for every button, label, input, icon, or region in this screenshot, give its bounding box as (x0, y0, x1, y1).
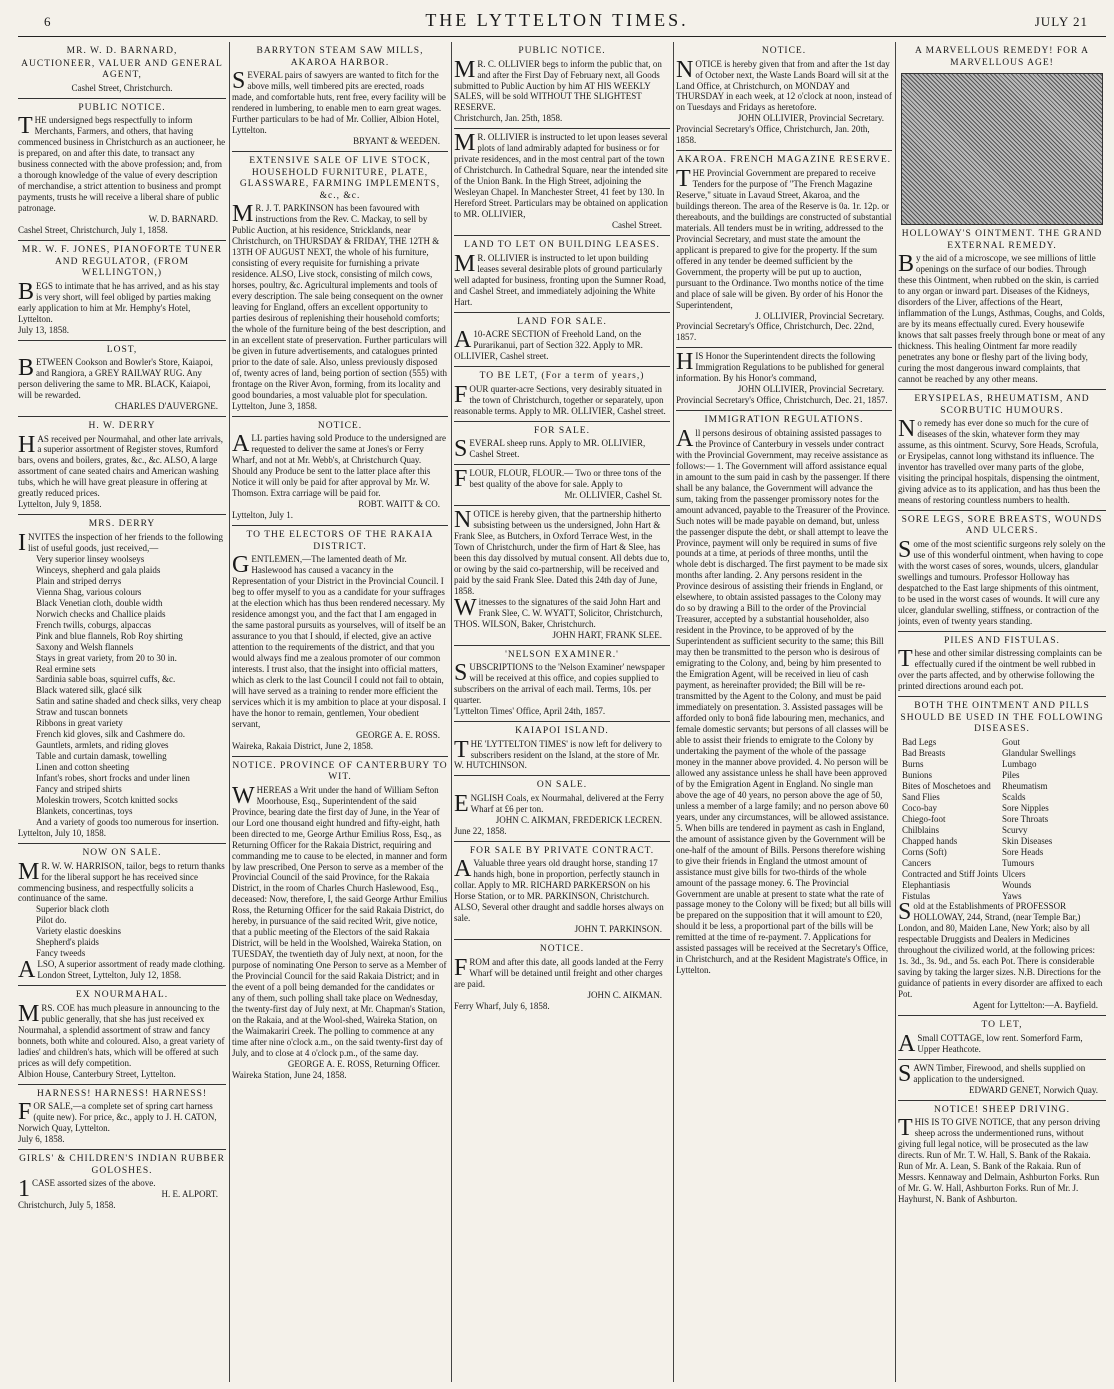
ad-heading: LAND FOR SALE. (517, 316, 607, 327)
goods-item: Pink and blue flannels, Rob Roy shirting (36, 630, 183, 641)
ad-heading: FOR SALE BY PRIVATE CONTRACT. (469, 845, 655, 856)
ad-body: ENGLISH Coals, ex Nourmahal, delivered at the Ferry Wharf at £6 per ton. (454, 791, 664, 818)
ad-body: By the aid of a microscope, we see millions of little openings on the surface of our bodies. Through these this Ointment, when rubbed on the skin, is carried to any organ or inward part. Diseases of the Kidneys, disorders of the Liver, affections of the Heart, inflammation of the Lungs, Asthmas, Coughs, and Colds, are by its means effectually cured. Every housewife knows that salt passes freely through bone or meat of any thickness. This healing Ointment far more readily penetrates any bone or fleshy part of the living body, curing the most dangerous inward complaints, that cannot be reached by any other means. (898, 251, 1105, 384)
column-4 (676, 42, 892, 1382)
advertisement (18, 341, 226, 417)
ad-heading: NOTICE. (317, 420, 363, 431)
ad-extra: Sold at the Establishments of PROFESSOR HOLLOWAY, 244, Strand, (near Temple Bar,) London, and 80, Maiden Lane, New York; also by all respectable Druggists and Dealers in Medicines throughout the civilized world, at the following prices: 1s. 3d., 3s. 9d., and 5s. each Pot. There is considerable saving by taking the larger sizes. N.B. Directions for the guidance of patients in every disorder are affixed to each Pot. (898, 899, 1103, 1000)
ad-body: BETWEEN Cookson and Bowler's Store, Kaiapoi, and Rangiora, a GREY RAILWAY RUG. Any person delivering the same to MR. BLACK, Kaiapoi, will be rewarded. (18, 355, 213, 400)
advertisement (676, 411, 892, 980)
advertisement (454, 776, 670, 841)
ad-heading: NOTICE! SHEEP DRIVING. (934, 1104, 1070, 1115)
ad-heading: EXTENSIVE SALE OF LIVE STOCK, HOUSEHOLD FURNITURE, PLATE, GLASSWARE, FARMING IMPLEMENTS, &c., &c. (239, 155, 441, 201)
goods-item: Superior black cloth (36, 904, 109, 915)
ad-body: BEGS to intimate that he has arrived, and as his stay is very short, will feel obliged by parties making early application to him at Mr. Hemphy's Hotel, Lyttelton. (18, 278, 220, 324)
goods-list (18, 904, 226, 959)
ad-body: SEVERAL sheep runs. Apply to MR. OLLIVIER, Cashel Street. (454, 436, 646, 463)
goods-item: Moleskin trowers, Scotch knitted socks (36, 795, 178, 806)
ad-signature: W. D. BARNARD. (148, 214, 218, 224)
advertisement (454, 236, 670, 312)
ad-body: All persons desirous of obtaining assisted passages to the Province of Canterbury in vessels under contract with the Provincial Government, may receive assistance as follows:— 1. The Government will afford assistance equal in amount to the sum paid in cash by the passenger. If there shall be any balance, the Government will advance the sum, taking from the passenger promissory notes for the amount advanced, payable to the Treasurer of the Province. Such notes will be made payable on demand, but, unless the passenger dispute the debt, or shall attempt to leave the Province, payment will only be required in sums of five pounds at a time, at periods of three months, until the whole debt is discharged. The first payment to be made six months after landing. 2. Any persons resident in the Province desirous of assisting their friends in England, or elsewhere, to obtain assisted passages to the Colony may do so by drawing a Bill to the order of the Provincial Treasurer, accepted by a substantial householder, also resident in the Province, to be approved of by the Superintendent as sufficient security to the same; this Bill may then be transmitted to the person who is desirous of emigrating to the Colony, and, being by him presented to the Emigration Agent, will be received in lieu of cash payment, as hereinafter provided; the Bill will be re-transmitted by the Agent to the Colony, and must be paid immediately on presentation. 3. Assisted passages will be afforded only to bonâ fide labouring men, mechanics, and female domestic servants; but persons of all classes will be able to assist their friends to emigrate to the Colony by undertaking the payment of the whole of the passage money in the manner above provided. 4. No person will be allowed any assistance unless he shall have been approved of by the Emigration Agent in England. No single man above the age of 40 years, no person above the age of 50, unless a member of a large family; and no person above 60 years, under any circumstances, will be allowed assistance. 5. When bills are tendered in payment as cash in England, the amount of assistance given by the Government will be one-half of the amount of Bills. Persons therefore wishing to give their friends in England the utmost amount of assistance must give bills for two-thirds of the whole amount of the passage money. 6. The Provincial Government are unable at present to state what the rate of passage money to the Colony will be fixed; but all bills will be prepared on the supposition that it will amount to £20, should it be less, a proportional part of the bills will be remitted at the time of re-payment. 7. Applications for assisted passages will be received at the Secretary's Office, in Christchurch, and at the Resident Magistrate's Office, in Lyttelton. (676, 425, 892, 976)
ad-body: FLOUR, FLOUR, FLOUR.— Two or three tons of the best quality of the above for sale. Apply to (454, 466, 662, 493)
ad-heading: PUBLIC NOTICE. (518, 46, 606, 56)
ad-heading: EX NOURMAHAL. (75, 990, 169, 1001)
advertisement (454, 506, 670, 646)
ad-body: FOUR quarter-acre Sections, very desirably situated in the town of Christchurch, together or separately, upon reasonable terms. Apply to MR. OLLIVIER, Cashel street. (454, 381, 666, 416)
goods-item: Very superior linsey woolseys (36, 553, 145, 564)
ad-heading: BOTH THE OINTMENT AND PILLS SHOULD BE USED IN THE FOLLOWING DISEASES. (900, 701, 1104, 735)
ad-heading: GIRLS' & CHILDREN'S INDIAN RUBBER GOLOSHES. (19, 1154, 225, 1176)
ad-body: SEVERAL pairs of sawyers are wanted to fitch for the above mills, well timbered pits are erected, roads made, and comfortable huts, rent free, every facility will be rendered in lumbering, to enable men to earn great wages. Further particulars to be had of Mr. Collier, Albion Hotel, Lyttelton. (232, 68, 446, 135)
goods-item: Infant's robes, short frocks and under linen (36, 773, 190, 784)
ad-body: NOTICE is hereby given that from and after the 1st day of October next, the Waste Lands Board will sit at the Land Office, at Christchurch, on MONDAY and THURSDAY in each week, at 12 o'clock at noon, instead of on Tuesdays and Fridays as heretofore. (676, 56, 892, 113)
ad-body: MR. OLLIVIER is instructed to let upon building leases several desirable plots of ground particularly well adapted for business, fronting upon the Sumner Road, and Cashel Street, and immediately adjoining the White Hart. (454, 250, 666, 307)
advertisement (454, 422, 670, 466)
ad-date: Provincial Secretary's Office, Christchurch, Dec. 21, 1857. (676, 395, 888, 406)
ad-signature: JOHN OLLIVIER, Provincial Secretary. (737, 384, 884, 395)
ad-subheading: NOW ON SALE. (82, 848, 162, 858)
goods-item: Fancy tweeds (36, 948, 86, 959)
disease-item: Sore Nipples (1002, 802, 1049, 813)
advertisement (232, 152, 448, 417)
goods-item: Winceys, shepherd and gala plaids (36, 564, 161, 575)
ad-date: Provincial Secretary's Office, Christchurch, Jan. 20th, 1858. (676, 124, 870, 146)
ad-date: Waireka Station, June 24, 1858. (232, 1069, 347, 1080)
ad-heading: TO THE ELECTORS OF THE RAKAIA DISTRICT. (246, 529, 434, 552)
ad-body: GENTLEMEN,—The lamented death of Mr. Haslewood has caused a vacancy in the Representation of your District in the Provincial Council. I beg to offer myself to you as a candidate for your suffrages at the election which has thus been rendered necessary. My residence amongst you, and the fact that I am engaged in the same pastoral pursuits as yourselves, will of itself be an assurance to you that I should, if elected, give an active attention to the requirements of the district, and that you would always find me a zealous promoter of our common interests. I trust also, that the insight into official matters, which as clerk to the last Council I could not fail to obtain, will have served as a training to render more efficient the services which it is my ambition to place at your disposal. I have the honor to remain, gentlemen, Your obedient servant, (232, 552, 446, 729)
ad-heading: FOR SALE. (534, 425, 590, 436)
disease-item: Burns (902, 758, 924, 769)
advertisement (898, 1016, 1106, 1060)
woodcut-illustration (901, 73, 1103, 225)
ad-heading: A MARVELLOUS REMEDY! FOR A MARVELLOUS AGE! (914, 46, 1090, 68)
ad-date: 'Lyttelton Times' Office, April 24th, 1857. (454, 706, 606, 716)
goods-item: Satin and satine shaded and check silks, very cheap (36, 696, 222, 707)
advertisement (676, 348, 892, 411)
ad-signature: Mr. OLLIVIER, Cashel St. (564, 489, 662, 500)
ad-signature: CHARLES D'AUVERGNE. (114, 400, 218, 411)
goods-item: Table and curtain damask, towelling (36, 751, 167, 762)
ad-body: No remedy has ever done so much for the cure of diseases of the skin, whatever form they may assume, as this ointment. Scurvy, Sore Heads, Scrofula, or Erysipelas, cannot long withstand its influence. The inventor has travelled over many parts of the globe, visiting the principal hospitals, dispensing the ointment, giving advice as to its application, and has thus been the means of restoring countless numbers to health. (898, 416, 1101, 505)
ad-heading: MR. W. D. BARNARD, (66, 46, 178, 56)
masthead (0, 0, 1114, 40)
ad-heading: ON SALE. (536, 780, 588, 791)
advertisement (18, 99, 226, 241)
goods-item: Fancy and striped shirts (36, 784, 122, 795)
advertisement (898, 390, 1106, 511)
ad-body: MR. J. T. PARKINSON has been favoured with instructions from the Rev. C. Mackay, to sell by Public Auction, at his residence, Stricklands, near Christchurch, on THURSDAY & FRIDAY, THE 12TH & 13TH OF AUGUST NEXT, the whole of his furniture, consisting of every requisite for furnishing a private residence. ALSO, Live stock, consisting of milch cows, horses, poultry, &c. Agricultural implements and tools of every description. The sale being consequent on the owner leaving for England, offers an excellent opportunity to parties desirous of replenishing their household comforts; the whole of the furniture being of the best description, and in an excellent state of preservation. Further particulars will be given in future advertisements, and catalogues printed prior to the date of sale. Also, unless previously disposed of, twenty acres of land, being portion of section (555) with frontage on the River Avon, forming, from its locality and good boundaries, a most valuable plot for speculation. (232, 201, 448, 400)
ad-signature: JOHN HART, FRANK SLEE. (552, 629, 662, 640)
ad-heading: TO LET, (981, 1020, 1023, 1031)
ad-body: ALL parties having sold Produce to the undersigned are requested to deliver the same at Jones's or Ferry Wharf, and not at Mr. Webb's, at Christchurch Quay. Should any Produce be sent to the latter place after this Notice it will only be paid for after approval by Mr. W. Thomson. Extra carriage will be paid for. (232, 431, 446, 499)
ad-date: July 13, 1858. (18, 324, 70, 335)
goods-item: Real ermine sets (36, 663, 96, 674)
ad-body: HIS Honor the Superintendent directs the following Immigration Regulations to be published for general information. By his Honor's command, (676, 349, 885, 384)
advertisement (18, 844, 226, 986)
ad-heading: MR. W. F. JONES, PIANOFORTE TUNER AND REGULATOR, (FROM WELLINGTON,) (21, 244, 223, 279)
ad-heading: MRS. DERRY (88, 519, 156, 530)
disease-item: Sore Throats (1002, 813, 1049, 824)
masthead-rule (18, 36, 1106, 37)
column-divider (673, 42, 674, 1382)
disease-item: Scurvy (1002, 824, 1028, 835)
ad-heading: PILES AND FISTULAS. (944, 635, 1060, 646)
ad-signature: Agent for Lyttelton:—A. Bayfield. (972, 1000, 1098, 1011)
disease-item: Contracted and Stiff Joints (902, 868, 999, 879)
disease-item: Ulcers (1002, 868, 1026, 879)
ad-date: Cashel Street, Christchurch, July 1, 1858. (18, 224, 168, 235)
advertisement (454, 367, 670, 421)
ad-extra: Witnesses to the signatures of the said John Hart and Frank Slee, C. W. WYATT, Solicitor, Christchurch, THOS. WILSON, Baker, Christchurch. (454, 594, 663, 629)
goods-item: Gauntlets, armlets, and riding gloves (36, 740, 169, 751)
ad-heading: PUBLIC NOTICE. (78, 102, 166, 113)
advertisement (18, 42, 226, 99)
ad-body: Some of the most scientific surgeons rely solely on the use of this wonderful ointment, when having to cope with the worst cases of sores, wounds, ulcers, glandular swellings and tumours. Professor Holloway has despatched to the East large shipments of this ointment, to be used in the worst cases of wounds. It will cure any ulcer, glandular swelling, stiffness, or contraction of the joints, even of twenty years standing. (898, 537, 1106, 626)
disease-item: Scalds (1002, 791, 1026, 802)
ad-signature: JOHN OLLIVIER, Provincial Secretary. (737, 113, 884, 124)
diseases-left (902, 737, 1002, 902)
diseases-right (1002, 737, 1102, 902)
ad-body: ASmall COTTAGE, low rent. Somerford Farm, Upper Heathcote. (898, 1030, 1083, 1057)
advertisement (232, 42, 448, 152)
goods-item: Vienna Shag, various colours (36, 586, 142, 597)
disease-item: Chapped hands (902, 835, 958, 846)
disease-item: Gout (1002, 736, 1020, 747)
goods-item: Shepherd's plaids (36, 937, 99, 948)
ad-signature: BRYANT & WEEDEN. (353, 135, 440, 146)
disease-item: Piles (1002, 769, 1020, 780)
goods-item: Norwich checks and Challice plaids (36, 608, 166, 619)
ad-signature: JOHN C. AIKMAN. (587, 989, 662, 1000)
ad-body: These and other similar distressing complaints can be effectually cured if the ointment be well rubbed in over the parts affected, and by otherwise following the printed directions around each pot. (898, 646, 1102, 692)
ad-signature: ROBT. WAITT & CO. (358, 499, 440, 510)
disease-item: Glandular Swellings (1002, 747, 1076, 758)
ad-heading: NOTICE. PROVINCE OF CANTERBURY TO WIT. (232, 760, 448, 783)
ad-signature: GEORGE A. E. ROSS. (355, 729, 440, 740)
goods-item: French twills, coburgs, alpaccas (36, 619, 152, 630)
ad-body: SAWN Timber, Firewood, and shells supplied on application to the undersigned. (898, 1060, 1086, 1087)
advertisement (232, 526, 448, 757)
advertisement (454, 842, 670, 940)
ad-signature: JOHN C. AIKMAN, FREDERICK LECREN. (495, 814, 662, 825)
disease-item: Sore Heads (1002, 846, 1044, 857)
ad-date: Lyttelton, July 10, 1858. (18, 828, 107, 839)
advertisement (898, 42, 1106, 390)
disease-item: Bad Breasts (902, 747, 946, 758)
goods-item: Ribbons in great variety (36, 718, 123, 729)
ad-signature: JOHN T. PARKINSON. (574, 924, 662, 935)
goods-item: And a variety of goods too numerous for insertion. (36, 817, 219, 828)
ad-body: A10-ACRE SECTION of Freehold Land, on the Purarikanui, part of Section 322. Apply to MR. OLLIVIER, Cashel street. (454, 327, 643, 362)
advertisement (898, 1060, 1106, 1101)
goods-item: Saxony and Welsh flannels (36, 641, 134, 652)
ad-signature: Cashel Street. (612, 220, 662, 231)
diseases-list (898, 737, 1106, 902)
ad-heading: SORE LEGS, SORE BREASTS, WOUNDS AND ULCERS. (901, 514, 1103, 537)
advertisement (18, 986, 226, 1084)
ad-date: Provincial Secretary's Office, Christchurch, Dec. 22nd, 1857. (676, 321, 875, 343)
page-number: 6 (44, 14, 51, 29)
advertisement (898, 511, 1106, 632)
ad-body: MR. OLLIVIER is instructed to let upon leases several plots of land admirably adapted for business or for private residences, and in the most central part of the town of Christchurch. In Cathedral Square, near the intended site of the Union Bank. In the High Street, adjoining the Wesleyan Chapel. In Manchester Street, 41 feet by 130. In Hereford Street. Particulars may be obtained on application to MR. OLLIVIER, (454, 130, 668, 220)
ad-date: July 6, 1858. (18, 1134, 65, 1145)
ad-body: MRS. COE has much pleasure in announcing to the public generally, that she has just received ex Nourmahal, a splendid assortment of straw and fancy bonnets, both white and coloured. Also, a great variety of ladies' and children's hats, which will be offered at such prices as will defy competition. (18, 1000, 225, 1068)
ad-body: HAS received per Nourmahal, and other late arrivals, a superior assortment of Register stoves, Rumford bars, ovens and boilers, grates, &c., &c. ALSO, A large assortment of cane seated chairs and American washing tubs, which he will have great pleasure in offering at greatly reduced prices. (18, 431, 224, 499)
disease-item: Corns (Soft) (902, 846, 947, 857)
column-divider (229, 42, 230, 1382)
ad-date: Lyttelton, July 1. (232, 510, 294, 521)
advertisement (18, 241, 226, 341)
disease-item: Lumbago (1002, 758, 1037, 769)
ad-extra: ALSO, A superior assortment of ready made clothing. (18, 957, 226, 984)
column-3 (454, 42, 670, 1382)
ad-date: Lyttelton, July 9, 1858. (18, 499, 102, 510)
column-5 (898, 42, 1106, 1382)
ad-body: NOTICE is hereby given, that the partnership hitherto subsisting between us the undersigned, John Hart & Frank Slee, as Butchers, in Oxford Terrace West, in the Town of Christchurch, under the firm of Hart & Slee, has been this day dissolved by mutual consent. All debts due to, or owing by the said co-partnership, will be received and paid by the said Frank Slee. Dated this 24th day of June, 1858. (454, 506, 670, 596)
advertisement (232, 417, 448, 526)
goods-item: Blankets, concertinas, toys (36, 806, 133, 817)
advertisement (18, 1085, 226, 1150)
column-2 (232, 42, 448, 1382)
ad-body: FOR SALE,—a complete set of spring cart harness (quite new). For price, &c., apply to J. H. CATON, Norwich Quay, Lyttelton. (18, 1099, 217, 1134)
goods-item: Sardinia sable boas, squirrel cuffs, &c. (36, 674, 176, 685)
advertisement (898, 632, 1106, 697)
ad-heading: TO BE LET, (For a term of years,) (479, 371, 645, 382)
ad-heading: IMMIGRATION REGULATIONS. (704, 415, 864, 426)
ad-body: SUBSCRIPTIONS to the 'Nelson Examiner' newspaper will be received at this office, and copies supplied to subscribers on the arrival of each mail. Terms, 10s. per quarter. (454, 660, 665, 706)
goods-item: Stays in great variety, from 20 to 30 in. (36, 652, 177, 663)
advertisement (676, 151, 892, 348)
ad-date: Albion House, Canterbury Street, Lyttelton. (18, 1068, 176, 1079)
ad-heading: NOTICE. (539, 944, 585, 955)
advertisement (454, 465, 670, 506)
advertisement (454, 42, 670, 129)
ad-subheading: HOLLOWAY'S OINTMENT. THE GRAND EXTERNAL REMEDY. (901, 229, 1103, 251)
ad-date: Christchurch, July 5, 1858. (18, 1200, 116, 1211)
advertisement (898, 1101, 1106, 1209)
disease-item: Tumours (1002, 857, 1035, 868)
advertisement (18, 417, 226, 515)
goods-item: Plain and striped derrys (36, 575, 122, 586)
goods-item: Linen and cotton sheeting (36, 762, 130, 773)
advertisement (18, 1150, 226, 1215)
ad-subheading: AUCTIONEER, VALUER AND GENERAL AGENT, (21, 58, 223, 81)
ad-body: 1CASE assorted sizes of the above. (18, 1176, 156, 1203)
disease-item: Wounds (1002, 879, 1032, 890)
ad-heading: BARRYTON STEAM SAW MILLS, AKAROA HARBOR. (256, 46, 424, 68)
ad-signature: H. E. ALPORT. (161, 1189, 218, 1200)
ad-heading: H. W. DERRY (88, 420, 156, 431)
ad-body: THE Provincial Government are prepared to receive Tenders for the purpose of "The French Magazine Reserve," situate in Lavaud Street, Akaroa, and the buildings thereon. The area of the Reserve is 0a. 1r. 12p. or thereabouts, and the buildings are constructed of substantial materials. All tenders must be in writing, addressed to the Provincial Secretary, and must state the amount the applicant is prepared to give for the property. If the sum offered in any tender be deemed sufficient by the Government, the property will be put up to auction, pursuant to the Ordinance. Two months notice of the time and place of sale will be given. By order of his Honor the Superintendent, (676, 165, 892, 310)
ad-body: INVITES the inspection of her friends to the following list of useful goods, just received,— (18, 529, 223, 556)
ad-heading: ERYSIPELAS, RHEUMATISM, AND SCORBUTIC HUMOURS. (914, 393, 1090, 416)
ad-body: MR. W. W. HARRISON, tailor, begs to return thanks for the liberal support he has received since commencing business, and respectfully solicits a continuance of the same. (18, 858, 225, 904)
disease-item: Chilblains (902, 824, 940, 835)
goods-item: Pilot do. (36, 915, 67, 926)
advertisement (18, 515, 226, 844)
ad-address: Cashel Street, Christchurch. (71, 82, 173, 93)
ad-heading: AKAROA. FRENCH MAGAZINE RESERVE. (676, 155, 892, 166)
disease-item: Yaws (1002, 890, 1022, 901)
ad-body: THE 'LYTTELTON TIMES' is now left for delivery to subscribers resident on the Island, at the store of Mr. W. HUTCHINSON. (454, 736, 662, 771)
ad-heading: LAND TO LET ON BUILDING LEASES. (464, 240, 660, 251)
ad-heading: LOST, (106, 344, 138, 355)
ad-date: June 22, 1858. (454, 825, 507, 836)
advertisement (232, 757, 448, 1085)
ad-body: AValuable three years old draught horse, standing 17 hands high, bone in proportion, perfectly staunch in collar. Apply to MR. RICHARD PARKERSON on his Horse Station, or to MR. PARKINSON, Christchurch. ALSO, Several other draught and saddle horses always on sale. (454, 856, 664, 924)
advertisement (454, 313, 670, 367)
ad-date: London Street, Lyttelton, July 12, 1858. (37, 970, 182, 981)
ad-signature: EDWARD GENET, Norwich Quay. (969, 1084, 1098, 1095)
ad-signature: J. OLLIVIER, Provincial Secretary. (755, 310, 884, 321)
goods-item: Variety elastic doeskins (36, 926, 121, 937)
ad-body: WHEREAS a Writ under the hand of William Sefton Moorhouse, Esq., Superintendent of the said Province, bearing date the first day of June, in the Year of our Lord one thousand eight hundred and fifty-eight, hath been directed to me, George Arthur Emilius Ross, Esq., as Returning Officer for the Rakaia District, requiring and commanding me to cause to be elected, in manner and form by law prescribed, One Person to serve as a member of the Provincial Council of the said Province, for the Rakaia District, in the room of Charles Church Haslewood, Esq., deceased: Now, therefore, I, the said George Arthur Emilius Ross, the Returning Officer for the said Rakaia District, do hereby, in pursuance of the said recited Writ, give notice, that a public meeting of the Electors of the said Rakaia District, will be held in the Woolshed, Waireka Station, on TUESDAY, the twentieth day of July next, at noon, for the purpose of nominating One Person to serve as a Member of the Provincial Council for the said Rakaia District; and in the event of a poll being demanded for the candidates or any of them, such polling shall take place on Wednesday, the twenty-first day of July next, at Mr. Chapman's Station, on the Rakaia, and at the Wool-shed, Waireka Station, on the Waimakariri Creek. The polling to commence at any time after nine o'clock a.m., on the said twenty-first day of July, and to close at 4 o'clock p.m., of the same day. (232, 782, 448, 1058)
ad-date: Lyttelton, June 3, 1858. (232, 400, 317, 411)
advertisement (454, 646, 670, 722)
newspaper-title: THE LYTTELTON TIMES. (425, 10, 689, 30)
ad-body: FROM and after this date, all goods landed at the Ferry Wharf will be detained until freight and other charges are paid. (454, 954, 664, 989)
disease-item: Fistulas (902, 890, 931, 901)
ad-date: Christchurch, Jan. 25th, 1858. (454, 113, 563, 124)
ad-heading: KAIAPOI ISLAND. (515, 725, 609, 736)
advertisement (676, 42, 892, 151)
issue-date: JULY 21 (1034, 14, 1088, 29)
goods-item: Black watered silk, glacé silk (36, 685, 142, 696)
ad-date: Ferry Wharf, July 6, 1858. (454, 1000, 550, 1011)
goods-list (18, 554, 226, 828)
goods-item: Black Venetian cloth, double width (36, 597, 163, 608)
disease-item: Elephantiasis (902, 879, 950, 890)
disease-item: Cancers (902, 857, 931, 868)
disease-item: Bites of Moschetoes and Sand Flies (902, 780, 991, 802)
advertisement (898, 697, 1106, 1016)
ad-date: Waireka, Rakaia District, June 2, 1858. (232, 740, 373, 751)
advertisement (454, 722, 670, 776)
advertisement (454, 940, 670, 1015)
ad-signature: GEORGE A. E. ROSS, Returning Officer. (287, 1058, 440, 1069)
goods-item: French kid gloves, silk and Cashmere do. (36, 729, 185, 740)
disease-item: Coco-bay (902, 802, 937, 813)
ad-body: THE undersigned begs respectfully to inform Merchants, Farmers, and others, that having commenced business in Christchurch as an auctioneer, he is prepared, on and after this date, to transact any business connected with the above profession; and, from a thorough knowledge of the value of every description of merchandise, a strict attention to business and prompt payments, trusts he will receive a liberal share of public patronage. (18, 113, 226, 214)
ad-body: THIS IS TO GIVE NOTICE, that any person driving sheep across the undermentioned runs, without giving full legal notice, will be prosecuted as the law directs. Run of Mr. T. W. Hall, S. Bank of the Rakaia. Run of Mr. A. Lean, S. Bank of the Rakaia. Run of Messrs. Kennaway and Delmain, Ashburton Forks. Run of Mr. G. W. Hall, Ashburton Forks. Run of Mr. J. Hayhurst, N. Bank of Ashburton. (898, 1115, 1101, 1204)
column-1 (18, 42, 226, 1382)
advertisement (454, 129, 670, 236)
column-divider (451, 42, 452, 1382)
disease-item: Bad Legs (902, 736, 937, 747)
disease-item: Bunions (902, 769, 933, 780)
ad-heading: NOTICE. (761, 46, 807, 56)
ad-heading: 'NELSON EXAMINER.' (505, 649, 619, 660)
column-divider (895, 42, 896, 1382)
disease-item: Chiego-foot (902, 813, 946, 824)
ad-body: MR. C. OLLIVIER begs to inform the public that, on and after the First Day of February next, all Goods submitted to Public Auction by him AT HIS WEEKLY SALES, will be sold WITHOUT THE SLIGHTEST RESERVE. (454, 56, 662, 113)
disease-item: Skin Diseases (1002, 835, 1053, 846)
goods-item: Straw and tuscan bonnets (36, 707, 128, 718)
disease-item: Rheumatism (1002, 780, 1048, 791)
ad-heading: HARNESS! HARNESS! HARNESS! (36, 1088, 208, 1099)
